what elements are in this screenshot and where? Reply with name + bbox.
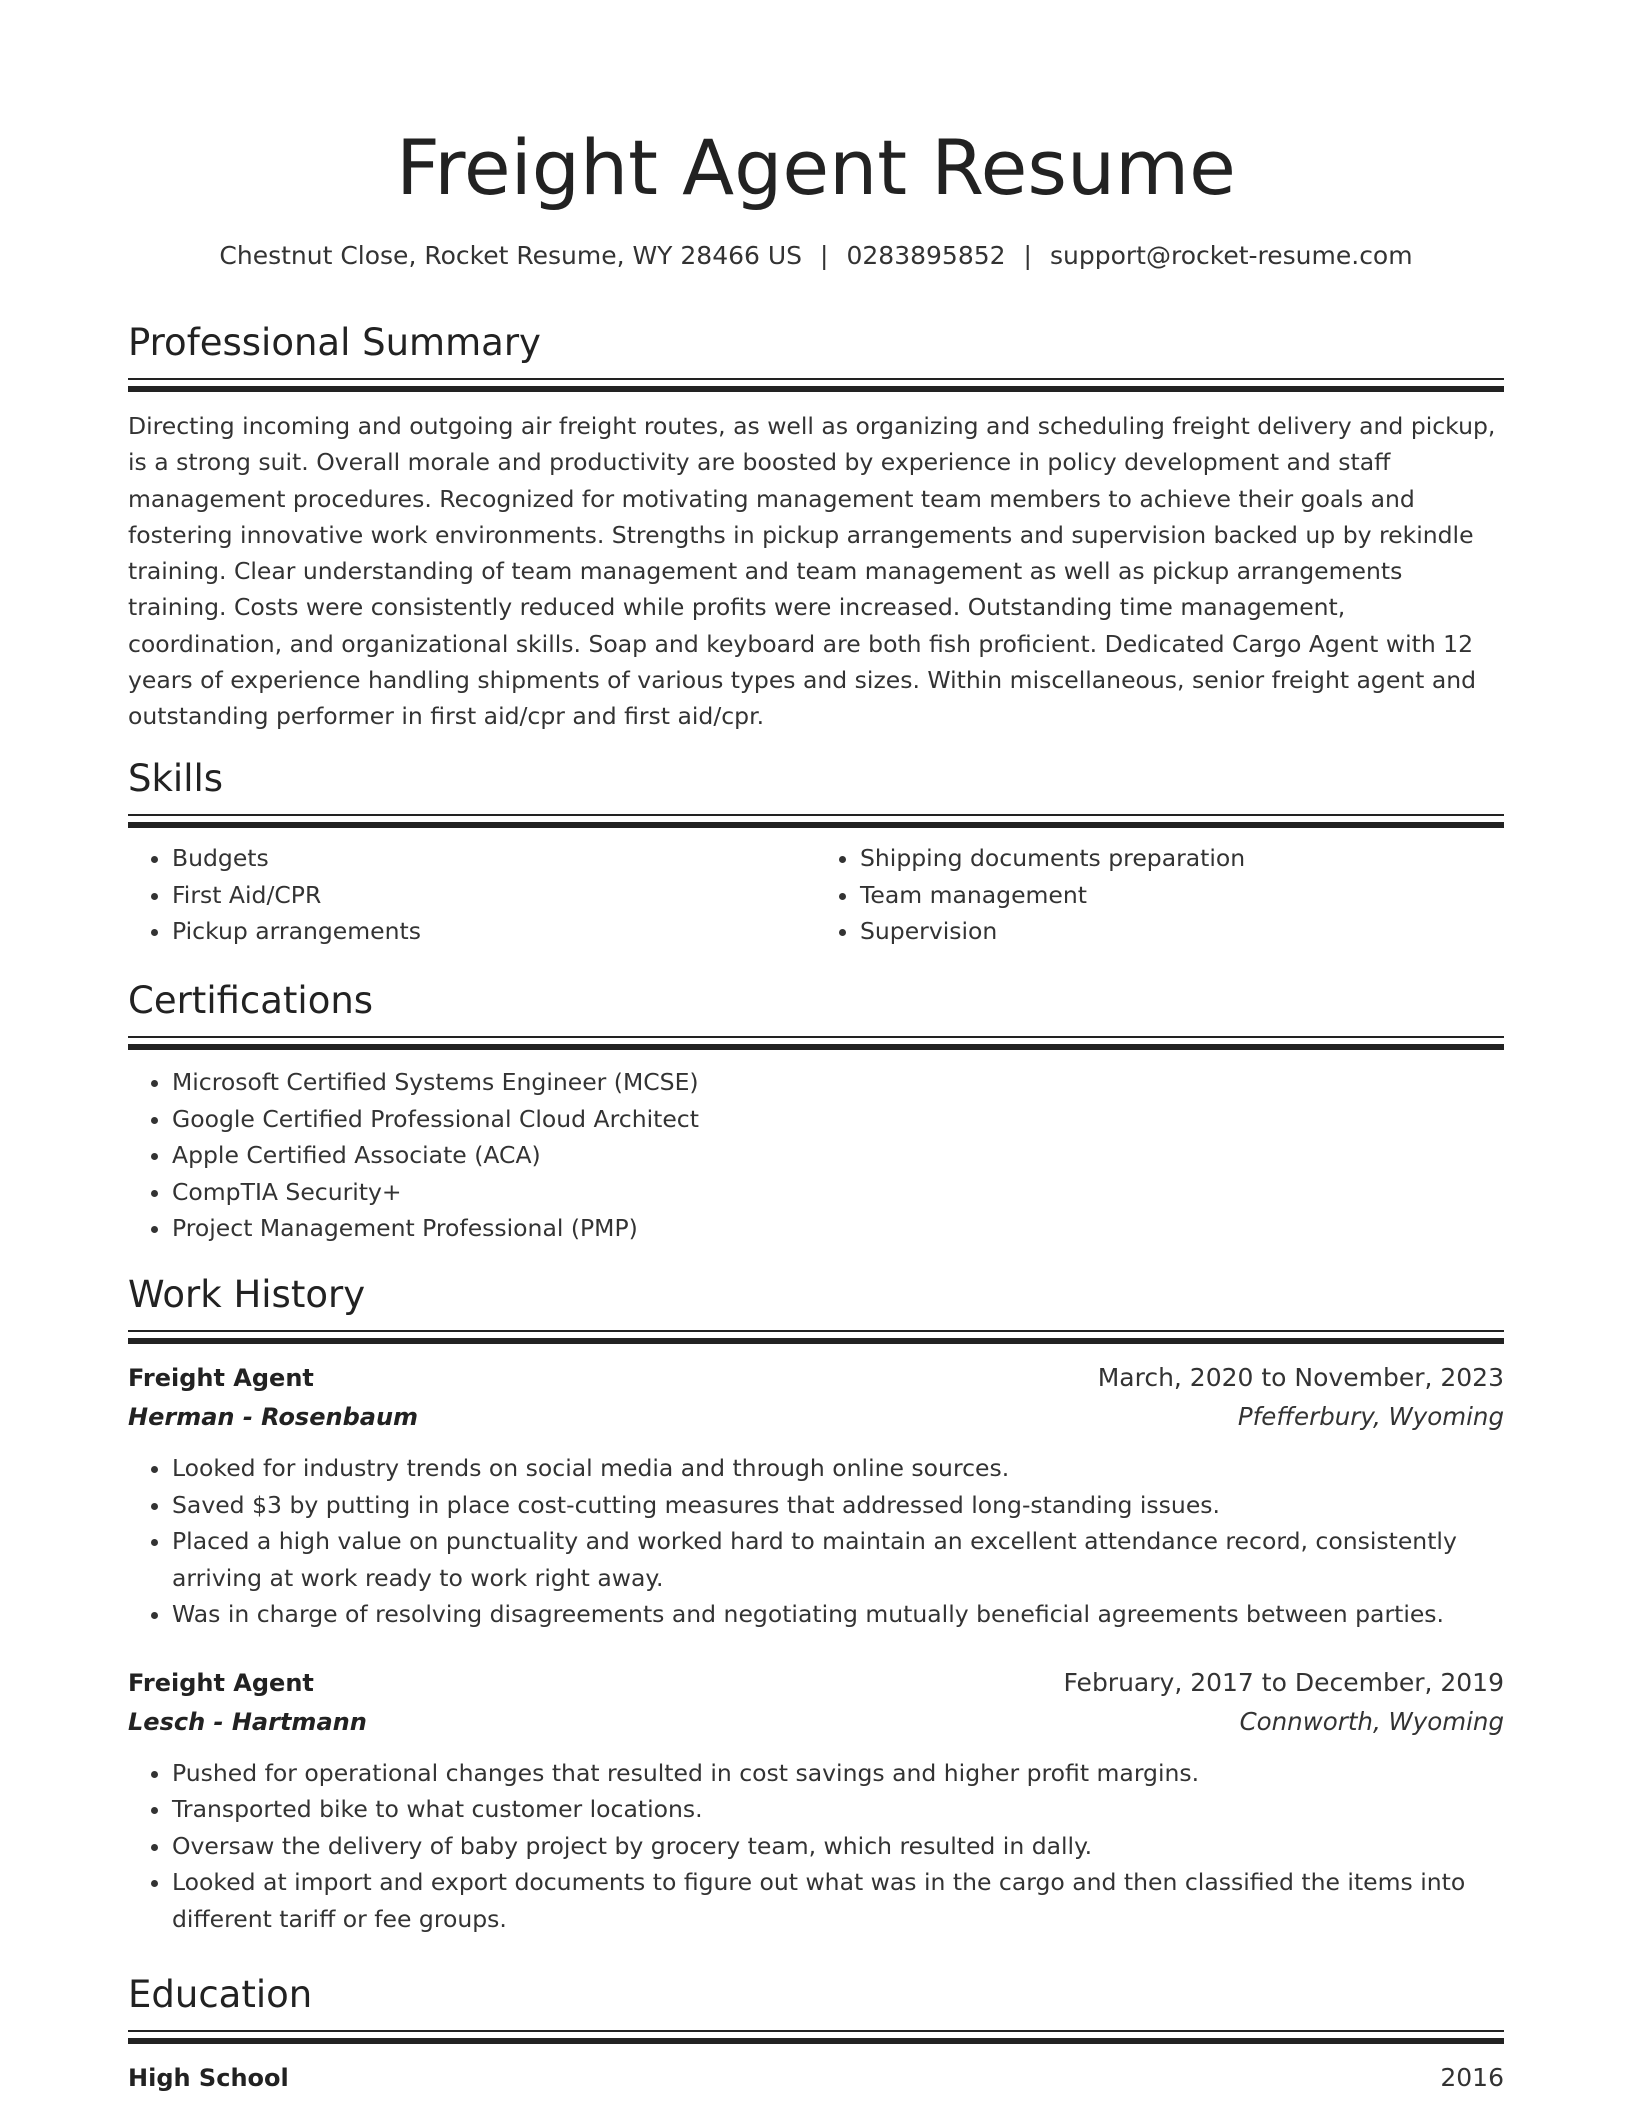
section-divider xyxy=(128,2030,1504,2044)
education-year: 2016 xyxy=(1440,2063,1504,2092)
job-location: Connworth, Wyoming xyxy=(1239,1706,1504,1736)
job-bullets xyxy=(128,1755,1504,1938)
job-entry xyxy=(128,1663,1504,1938)
section-divider xyxy=(128,378,1504,392)
skills-heading: Skills xyxy=(128,757,224,800)
skills-grid xyxy=(128,840,1504,950)
job-subheader xyxy=(128,1398,1504,1436)
skills-list-left xyxy=(128,840,816,950)
job-location: Pfefferbury, Wyoming xyxy=(1237,1402,1504,1431)
section-divider xyxy=(128,1036,1504,1050)
certification-item: • Microsoft Certified Systems Engineer (MCSE) xyxy=(172,1064,1504,1101)
section-divider xyxy=(128,814,1504,828)
job-bullets xyxy=(128,1450,1504,1633)
job-company: Herman - Rosenbaum xyxy=(128,1403,419,1431)
job-bullet: • Saved $3 by putting in place cost-cutting measures that addressed long-standing issues. xyxy=(172,1487,1504,1524)
work-history-heading: Work History xyxy=(128,1273,366,1316)
job-company: Lesch - Hartmann xyxy=(128,1707,367,1736)
education-heading: Education xyxy=(128,1973,313,2016)
certification-item: • CompTIA Security+ xyxy=(172,1174,1504,1211)
skill-item: • Supervision xyxy=(860,913,1504,950)
job-header xyxy=(128,1358,1504,1398)
job-bullet: • Looked for industry trends on social media and through online sources. xyxy=(172,1450,1504,1487)
section-divider xyxy=(128,1330,1504,1344)
job-bullet: • Looked at import and export documents to figure out what was in the cargo and then classified the items into different tariff or fee groups. xyxy=(172,1864,1504,1937)
job-bullet: • Transported bike to what customer locations. xyxy=(172,1791,1504,1828)
job-dates: March, 2020 to November, 2023 xyxy=(1097,1363,1504,1392)
resume-title: Freight Agent Resume xyxy=(396,123,1236,212)
job-entry xyxy=(128,1358,1504,1633)
job-bullet: • Was in charge of resolving disagreements and negotiating mutually beneficial agreements between parties. xyxy=(172,1596,1504,1633)
contact-separator: | xyxy=(820,241,829,270)
contact-separator: | xyxy=(1023,241,1032,270)
certification-item: • Apple Certified Associate (ACA) xyxy=(172,1137,1504,1174)
job-dates: February, 2017 to December, 2019 xyxy=(1063,1667,1504,1697)
job-subheader xyxy=(128,1703,1504,1741)
work-history-section xyxy=(128,1270,1504,1937)
education-section xyxy=(128,1970,1504,2098)
skills-section xyxy=(128,754,1504,950)
summary-section xyxy=(128,318,1504,735)
contact-address: Chestnut Close, Rocket Resume, WY 28466 US xyxy=(219,241,803,270)
certification-item: • Project Management Professional (PMP) xyxy=(172,1210,1504,1247)
job-header xyxy=(128,1663,1504,1703)
job-bullet: • Placed a high value on punctuality and worked hard to maintain an excellent attendance record, consistently arriving at work ready to work right away. xyxy=(172,1523,1504,1596)
job-bullet: • Pushed for operational changes that resulted in cost savings and higher profit margins. xyxy=(172,1755,1504,1792)
skill-item: • Budgets xyxy=(172,840,816,877)
summary-heading: Professional Summary xyxy=(128,321,541,364)
job-bullet: • Oversaw the delivery of baby project by grocery team, which resulted in dally. xyxy=(172,1828,1504,1865)
job-title: Freight Agent xyxy=(128,1668,314,1697)
contact-email: support@rocket-resume.com xyxy=(1049,241,1413,270)
contact-phone: 0283895852 xyxy=(846,241,1006,270)
education-degree: High School xyxy=(128,2064,289,2092)
skills-list-right xyxy=(816,840,1504,950)
contact-line xyxy=(128,238,1504,274)
certifications-heading: Certifications xyxy=(128,979,374,1022)
skill-item: • First Aid/CPR xyxy=(172,877,816,914)
job-title: Freight Agent xyxy=(128,1364,314,1392)
certifications-section xyxy=(128,976,1504,1247)
skill-item: • Pickup arrangements xyxy=(172,913,816,950)
education-entry xyxy=(128,2058,1504,2098)
summary-text: Directing incoming and outgoing air freight routes, as well as organizing and scheduling freight delivery and pickup, is a strong suit. Overall morale and productivity are boosted by experience in policy development and staff management procedures. Recognized for motivating management team members to achieve their goals and fostering innovative work environments. Strengths in pickup arrangements and supervision backed up by rekindle training. Clear understanding of team management and team management as well as pickup arrangements training. Costs were consistently reduced while profits were increased. Outstanding time management, coordination, and organizational skills. Soap and keyboard are both fish proficient. Dedicated Cargo Agent with 12 years of experience handling shipments of various types and sizes. Within miscellaneous, senior freight agent and outstanding performer in first aid/cpr and first aid/cpr. xyxy=(128,412,1496,731)
certifications-list xyxy=(128,1064,1504,1247)
certification-item: • Google Certified Professional Cloud Architect xyxy=(172,1101,1504,1138)
skill-item: • Team management xyxy=(860,877,1504,914)
skill-item: • Shipping documents preparation xyxy=(860,840,1504,877)
